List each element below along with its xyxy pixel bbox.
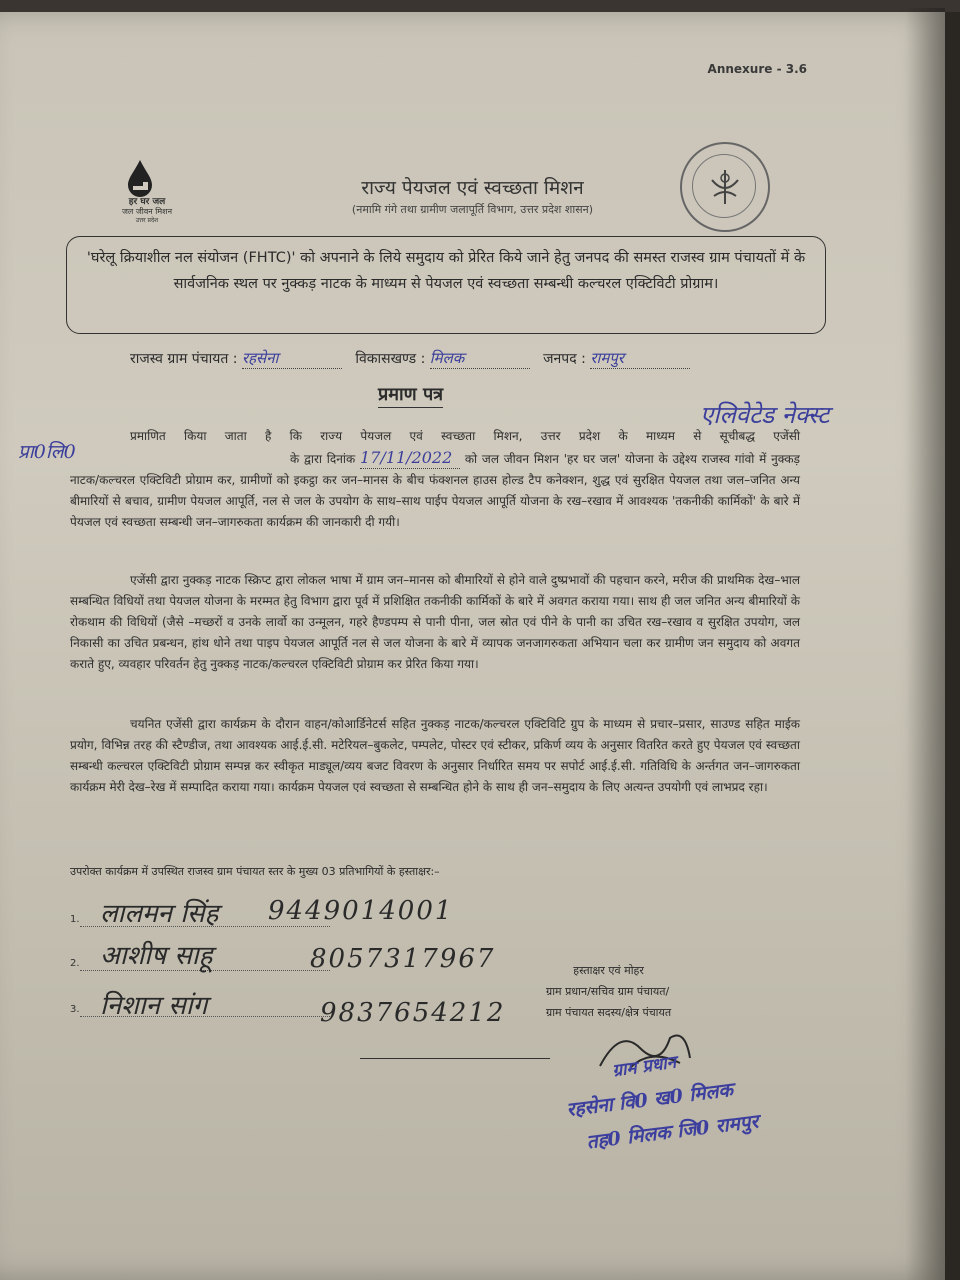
paragraph-2 <box>70 570 800 675</box>
location-fields <box>130 348 690 369</box>
attendee-3-number: 3. <box>70 1004 80 1015</box>
mission-subtitle: (नमामि गंगे तथा ग्रामीण जलापूर्ति विभाग, उत्तर प्रदेश शासन) <box>351 203 594 216</box>
sign-block-line1: हस्ताक्षर एवं मोहर <box>573 964 644 977</box>
block-value: मिलक <box>430 348 530 369</box>
program-description-box: 'घरेलू क्रियाशील नल संयोजन (FHTC)' को अपनाने के लिये समुदाय को प्रेरित किये जाने हेतु जनपद की समस्त राजस्व ग्राम पंचायतों में के सार्वजनिक स्थल पर नुक्कड़ नाटक के माध्यम से पेयजल एवं स्वच्छता सम्बन्धी कल्चरल एक्टिविटी प्रोग्राम। <box>66 236 826 334</box>
attendee-2-phone: 8057317967 <box>310 944 496 974</box>
paragraph-1 <box>70 426 800 533</box>
certificate-heading: प्रमाण पत्र <box>378 382 443 408</box>
para1-part-a: प्रमाणित किया जाता है कि राज्य पेयजल एवं स्वच्छता मिशन, उत्तर प्रदेश के माध्यम से सूचीबद्ध एजेंसी <box>130 429 800 443</box>
attendee-2-name: आशीष साहू <box>100 941 213 971</box>
agency-suffix-handwritten: प्रा0लि0 <box>18 441 76 463</box>
para1-part-c: को जल जीवन मिशन 'हर घर जल' योजना के उद्देश्य राजस्व गांवो में नुक्कड़ नाटक/कल्चरल एक्टिविटी प्रोग्राम कर, ग्रामीणों को इकट्ठा कर जन–मानस के बीच फंक्शनल हाउस होल्ड टैप कनेक्शन, शुद्ध एवं सुरक्षित पेयजल तथा जल–जनित अन्य बीमारियों से बचाव, ग्रामीण पेयजल आपूर्ति, नल से जल के उपयोग के साथ–साथ पाईप पेयजल आपूर्ति योजना के रख–रखाव में आवश्यक 'तकनीकी कार्मिकों' के बारे में पेयजल एवं स्वच्छता सम्बन्धी जन–जागरुकता कार्यक्रम की जानकारी दी गयी। <box>70 452 800 529</box>
attendee-3-name: निशान सांग <box>100 991 208 1021</box>
annexure-label: Annexure - 3.6 <box>707 62 807 76</box>
signature-rule <box>360 1058 550 1059</box>
district-value: रामपुर <box>590 348 690 369</box>
document-page <box>0 8 945 1280</box>
attendees-label: उपरोक्त कार्यक्रम में उपस्थित राजस्व ग्राम पंचायत स्तर के मुख्य 03 प्रतिभागियों के हस्ताक्षर:– <box>70 865 440 878</box>
attendee-2-number: 2. <box>70 958 80 969</box>
mission-title: राज्य पेयजल एवं स्वच्छता मिशन <box>361 177 584 199</box>
sign-block-line2: ग्राम प्रधान/सचिव ग्राम पंचायत/ <box>546 985 670 998</box>
signature-block <box>546 960 671 1023</box>
logo-line2: जल जीवन मिशन <box>121 207 173 216</box>
attendee-1-name: लालमन सिंह <box>100 899 219 929</box>
sign-block-line3: ग्राम पंचायत सदस्य/क्षेत्र पंचायत <box>546 1006 672 1019</box>
stamp-line1: ग्राम प्रधान <box>611 1052 678 1082</box>
program-date-handwritten: 17/11/2022 <box>360 447 460 469</box>
para2-text: एजेंसी द्वारा नुक्कड़ नाटक स्क्रिप्ट द्वारा लोकल भाषा में ग्राम जन–मानस को बीमारियों से होने वाले दुष्प्रभावों की पहचान करने, मरीज की प्राथमिक देख–भाल सम्बन्धित विधियों तथा पेयजल योजना के मरम्मत हेतु विभाग द्वारा पूर्व में प्रशिक्षित तकनीकी कार्मिकों के बारे में अवगत कराया गया। साथ ही जल जनित अन्य बीमारियों के रोकथाम की विधियों (जैसे –मच्छरों व उनके लार्वो का उन्मूलन, गहरे हैण्डपम्प से पानी पीना, जल स्रोत एवं पीने के पानी का उचित रख–रखाव व सुरक्षित उपयोग, जल निकासी का उचित प्रबन्धन, हांथ धोने तथा पाइप पेयजल आपूर्ति नल से जल योजना के बारे में व्यापक जनजागरुकता अभियान चला कर ग्रामीण जन समुदाय को अवगत कराते हुए, व्यवहार परिवर्तन हेतु नुक्कड़ नाटक/कल्चरल एक्टिविटी प्रोग्राम कर प्रेरित किया गया। <box>70 573 800 671</box>
attendee-1-number: 1. <box>70 914 80 925</box>
top-edge <box>0 0 960 12</box>
block-label: विकासखण्ड : <box>355 351 426 367</box>
gram-panchayat-label: राजस्व ग्राम पंचायत : <box>130 351 238 367</box>
logo-line1: हर घर जल <box>128 197 166 207</box>
para3-text: चयनित एजेंसी द्वारा कार्यक्रम के दौरान वाहन/कोआर्डिनेटर्स सहित नुक्कड़ नाटक/कल्चरल एक्टिविटि ग्रुप के माध्यम से प्रचार–प्रसार, साउण्ड सहित माईक प्रयोग, विभिन्न तरह की स्टैण्डीज, तथा आवश्यक आई.ई.सी. मटेरियल–बुकलेट, पम्पलेट, पोस्टर एवं स्टीकर, प्रकिर्ण व्यय के अनुसार वितरित करते हुए पेयजल एवं स्वच्छता सम्बन्धी कल्चरल एक्टिविटी प्रोग्राम सम्पन्न कर स्वीकृत माड्यूल/व्यय बजट विवरण के अनुसार निर्धारित समय पर सपोर्ट आई.ई.सी. गतिविधि के अर्न्तगत जन–जागरुकता कार्यक्रम मेरी देख–रेख में सम्पादित कराया गया। कार्यक्रम पेयजल एवं स्वच्छता से सम्बन्धित होने के साथ ही जन–समुदाय के लिए अत्यन्त उपयोगी एवं लाभप्रद रहा। <box>70 717 800 794</box>
gram-panchayat-value: रहसेना <box>242 348 342 369</box>
stamp-line3: तह0 मिलक जि0 रामपुर <box>585 1110 760 1154</box>
paragraph-3 <box>70 714 800 798</box>
logo-line3: उत्तर प्रदेश <box>135 217 159 224</box>
para1-part-b: के द्वारा दिनांक <box>290 452 356 466</box>
agency-name-handwritten: एलिवेटेड नेक्स्ट <box>700 401 830 429</box>
district-label: जनपद : <box>543 351 586 367</box>
attendee-1-phone: 9449014001 <box>268 896 454 926</box>
attendee-3-phone: 9837654212 <box>320 998 506 1028</box>
stamp-line2: रहसेना वि0 ख0 मिलक <box>565 1078 735 1122</box>
